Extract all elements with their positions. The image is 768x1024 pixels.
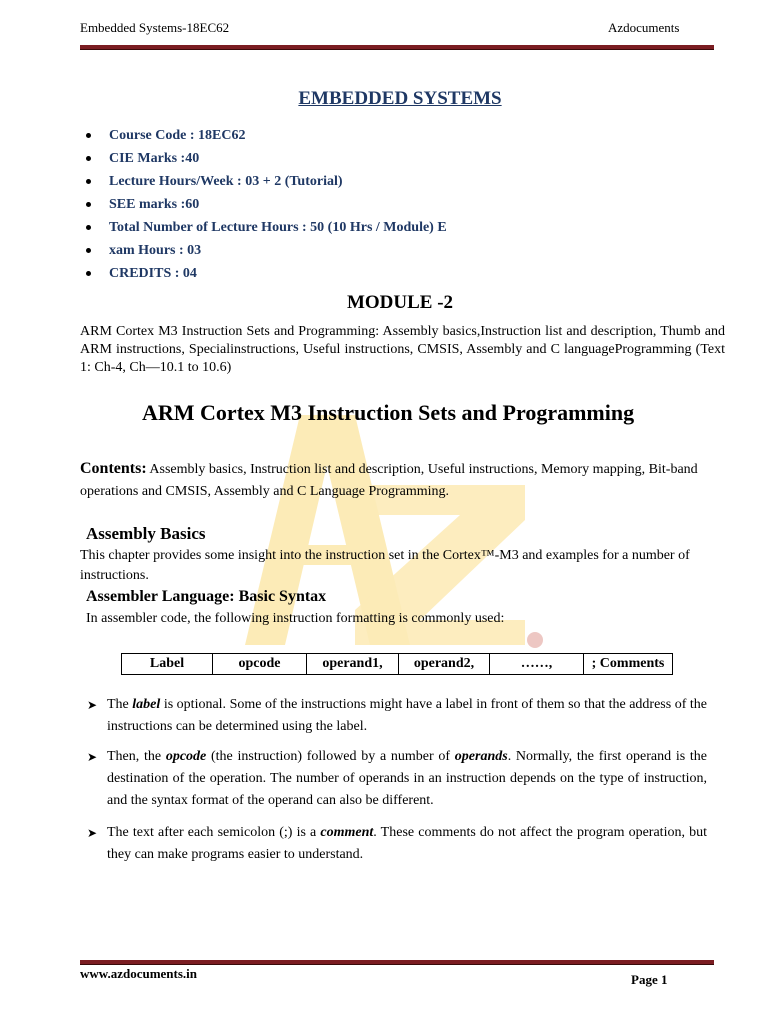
emphasis-operands: operands bbox=[454, 749, 508, 764]
arrow-bullet-icon: ➤ bbox=[87, 826, 98, 840]
assembly-basics-heading: Assembly Basics bbox=[86, 524, 206, 543]
text-run: . Normally, the first operand is the destination of the operation. The number of operands in an instruction depends on the type of instruction, and the syntax format of the operand can also be different. bbox=[107, 749, 707, 808]
contents-label: Contents: bbox=[80, 460, 147, 477]
emphasis-comment: comment bbox=[320, 825, 374, 840]
footer-divider bbox=[80, 960, 714, 965]
section-title: ARM Cortex M3 Instruction Sets and Programming bbox=[142, 400, 635, 425]
contents-text: Assembly basics, Instruction list and description, Useful instructions, Memory mapping, Bit-band operations and CMSIS, Assembly and C Language Programming. bbox=[80, 462, 698, 499]
bullet-icon bbox=[86, 202, 91, 207]
header-site-name: Azdocuments bbox=[608, 20, 680, 35]
list-item bbox=[80, 262, 447, 285]
column-opcode: opcode bbox=[213, 654, 307, 675]
list-item bbox=[80, 124, 447, 147]
text-run: . These comments do not affect the program operation, but they can make programs easier to understand. bbox=[107, 825, 707, 862]
bullet-icon bbox=[86, 156, 91, 161]
column-label: Label bbox=[122, 654, 213, 675]
fact-course-code: Course Code : 18EC62 bbox=[109, 128, 246, 143]
emphasis-opcode: opcode bbox=[165, 749, 207, 764]
page-number: Page 1 bbox=[631, 972, 668, 987]
arrow-bullet-icon: ➤ bbox=[87, 698, 98, 712]
comment-bullet bbox=[87, 822, 707, 866]
bullet-icon bbox=[86, 248, 91, 253]
document-title: EMBEDDED SYSTEMS bbox=[298, 88, 502, 109]
list-item bbox=[80, 216, 447, 239]
fact-total-hours: Total Number of Lecture Hours : 50 (10 Hrs / Module) E bbox=[109, 220, 447, 235]
contents-paragraph bbox=[80, 458, 712, 503]
table-row bbox=[122, 654, 673, 675]
fact-exam-hours: xam Hours : 03 bbox=[109, 243, 202, 258]
text-run: The text after each semicolon (;) is a bbox=[107, 825, 321, 840]
list-item bbox=[80, 170, 447, 193]
bullet-icon bbox=[86, 271, 91, 276]
text-run: The bbox=[107, 697, 133, 712]
text-run: Then, the bbox=[107, 749, 166, 764]
column-operand2: operand2, bbox=[399, 654, 490, 675]
module-heading: MODULE -2 bbox=[346, 292, 454, 313]
header-divider bbox=[80, 45, 714, 50]
label-bullet bbox=[87, 694, 707, 738]
column-ellipsis: ……, bbox=[490, 654, 584, 675]
list-item bbox=[80, 239, 447, 262]
list-item bbox=[80, 193, 447, 216]
syntax-heading: Assembler Language: Basic Syntax bbox=[86, 588, 327, 605]
fact-cie-marks: CIE Marks :40 bbox=[109, 151, 200, 166]
fact-credits: CREDITS : 04 bbox=[109, 266, 197, 281]
syntax-intro: In assembler code, the following instruction formatting is commonly used: bbox=[86, 611, 505, 626]
arrow-bullet-icon: ➤ bbox=[87, 750, 98, 764]
footer-website: www.azdocuments.in bbox=[80, 966, 198, 981]
text-run: (the instruction) followed by a number of bbox=[206, 749, 455, 764]
bullet-icon bbox=[86, 225, 91, 230]
text-run: is optional. Some of the instructions might have a label in front of them so that the address of the instructions can be determined using the label. bbox=[107, 697, 708, 734]
syntax-format-table bbox=[121, 653, 673, 675]
assembly-basics-text: This chapter provides some insight into the instruction set in the Cortex™-M3 and examples for a number of instructions. bbox=[80, 548, 690, 583]
bullet-icon bbox=[86, 133, 91, 138]
emphasis-label: label bbox=[132, 697, 161, 712]
bullet-icon bbox=[86, 179, 91, 184]
column-comments: ; Comments bbox=[584, 654, 673, 675]
fact-lecture-hours: Lecture Hours/Week : 03 + 2 (Tutorial) bbox=[109, 174, 343, 189]
list-item bbox=[80, 147, 447, 170]
opcode-bullet bbox=[87, 746, 707, 812]
column-operand1: operand1, bbox=[307, 654, 399, 675]
module-description: ARM Cortex M3 Instruction Sets and Programming: Assembly basics,Instruction list and description, Thumb and ARM instructions, Specialinstructions, Useful instructions, CMSIS, Assembly and C languageProgramming (Text 1: Ch-4, Ch—10.1 to 10.6) bbox=[80, 324, 725, 375]
fact-see-marks: SEE marks :60 bbox=[109, 197, 200, 212]
header-course-title: Embedded Systems-18EC62 bbox=[80, 20, 230, 35]
course-facts-list bbox=[80, 124, 447, 285]
